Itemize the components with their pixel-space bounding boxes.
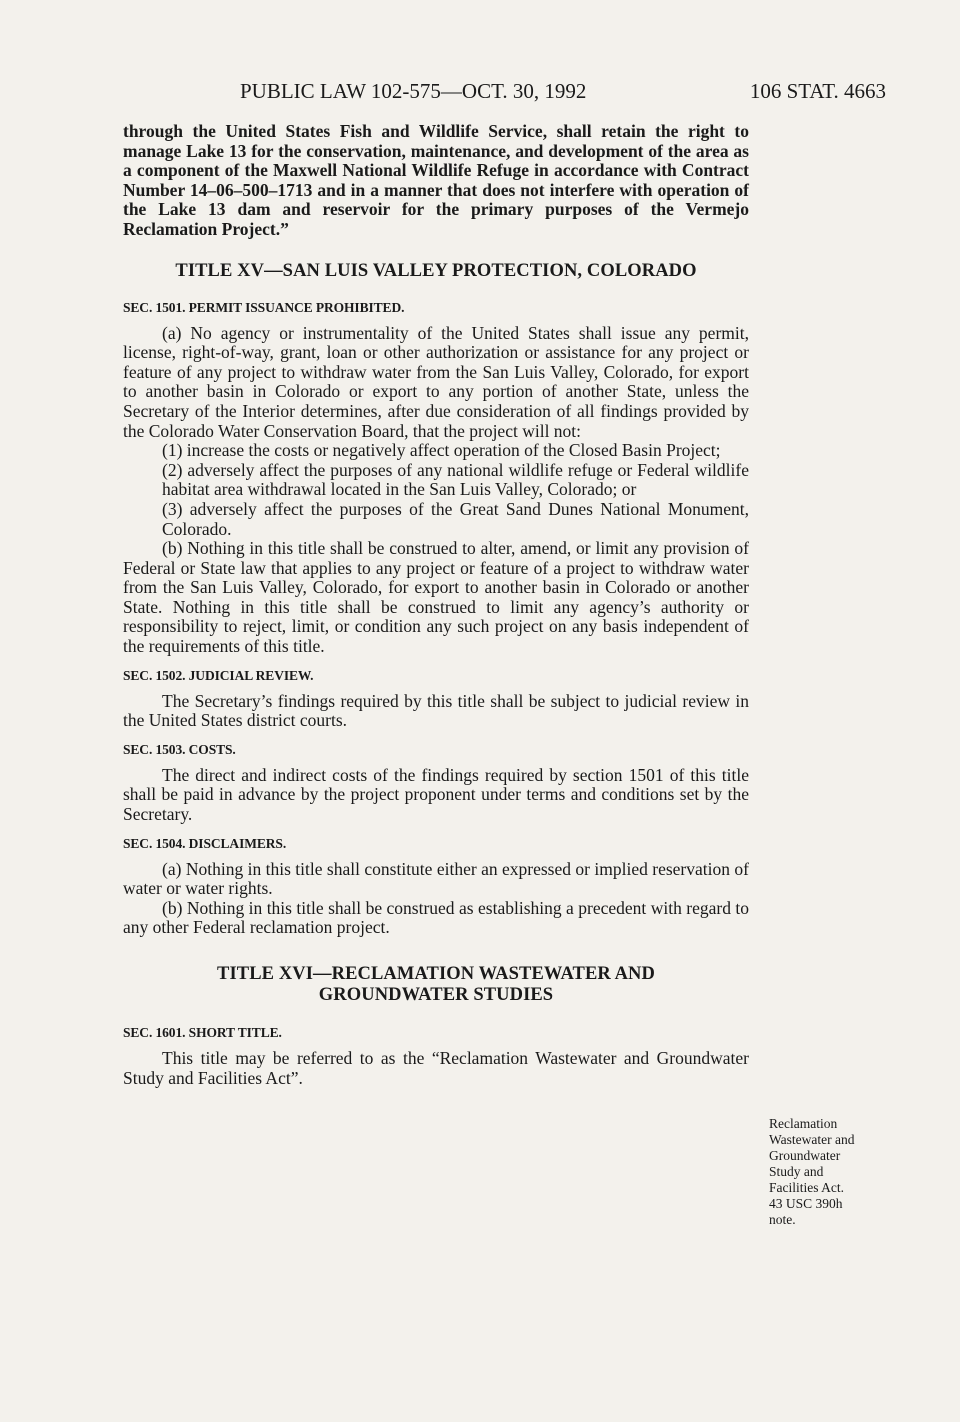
page-header: [240, 76, 886, 106]
main-text-column: [123, 122, 749, 1088]
margin-note-line: 43 USC 390h: [769, 1196, 843, 1211]
sec-1503-text: The direct and indirect costs of the findings required by section 1501 of this title shall be paid in advance by the project proponent under terms and conditions set by the Secretary.: [123, 764, 749, 825]
sec-1503-heading: SEC. 1503. COSTS.: [123, 741, 236, 757]
sec-1502-text: The Secretary’s findings required by this title shall be subject to judicial review in the United States district courts.: [123, 690, 749, 731]
margin-note-line: Groundwater: [769, 1148, 841, 1163]
title-xvi-heading: [123, 964, 749, 1006]
continuation-paragraph: through the United States Fish and Wildlife Service, shall retain the right to manage Lake 13 for the conservation, maintenance, and development of the area as a component of the Maxwell National Wildlife Refuge in accordance with Contract Number 14–06–500–1713 and in a manner that does not interfere with operation of the Lake 13 dam and reservoir for the primary purposes of the Vermejo Reclamation Project.”: [123, 121, 749, 239]
sec-1501-item-2: (2) adversely affect the purposes of any national wildlife refuge or Federal wildlife habitat area withdrawal located in the San Luis Valley, Colorado; or: [162, 459, 749, 500]
margin-note-line: Study and: [769, 1164, 824, 1179]
sec-1501-item-1: (1) increase the costs or negatively affect operation of the Closed Basin Project;: [162, 440, 721, 461]
sec-1501-subsection-a: (a) No agency or instrumentality of the United States shall issue any permit, license, right-of-way, grant, loan or other authorization or assistance for any project or feature of any project to withdraw water from the San Luis Valley, Colorado, for export to another basin in Colorado or export to any portion of another State, unless the Secretary of the Interior determines, after due consideration of all findings provided by the Colorado Water Conservation Board, that the project will not:: [123, 322, 749, 441]
margin-note-line: Reclamation: [769, 1116, 838, 1131]
sec-1502-heading: SEC. 1502. JUDICIAL REVIEW.: [123, 667, 314, 683]
margin-note-line: Wastewater and: [769, 1132, 855, 1147]
sec-1501-heading: SEC. 1501. PERMIT ISSUANCE PROHIBITED.: [123, 299, 405, 315]
margin-note: [769, 1116, 899, 1228]
sec-1601-text: This title may be referred to as the “Reclamation Wastewater and Groundwater Study and Facilities Act”.: [123, 1048, 749, 1088]
sec-1504-subsection-a: (a) Nothing in this title shall constitute either an expressed or implied reservation of water or water rights.: [123, 858, 749, 899]
sec-1501-subsection-b: (b) Nothing in this title shall be construed to alter, amend, or limit any provision of Federal or State law that applies to any project or feature of a project to withdraw water from the San Luis Valley, Colorado, for export to another basin in Colorado or another State. Nothing in this title shall be construed to limit any agency’s authority or responsibility to reject, limit, or condition any such project on any basis independent of the requirements of this title.: [123, 538, 749, 657]
sec-1504-subsection-b: (b) Nothing in this title shall be construed as establishing a precedent with regard to any other Federal reclamation project.: [123, 897, 749, 938]
header-stat-page: 106 STAT. 4663: [749, 79, 886, 103]
sec-1504-heading: SEC. 1504. DISCLAIMERS.: [123, 835, 287, 851]
title-xvi-line-2: GROUNDWATER STUDIES: [318, 985, 554, 1005]
margin-note-line: Facilities Act.: [769, 1180, 844, 1195]
title-xv-heading: TITLE XV—SAN LUIS VALLEY PROTECTION, COLORADO: [175, 260, 697, 281]
header-public-law: PUBLIC LAW 102-575—OCT. 30, 1992: [240, 79, 587, 103]
sec-1601-heading: SEC. 1601. SHORT TITLE.: [123, 1025, 282, 1040]
margin-note-line: note.: [769, 1212, 796, 1227]
sec-1501-item-3: (3) adversely affect the purposes of the Great Sand Dunes National Monument, Colorado.: [162, 498, 749, 539]
title-xvi-line-1: TITLE XVI—RECLAMATION WASTEWATER AND: [217, 964, 655, 984]
